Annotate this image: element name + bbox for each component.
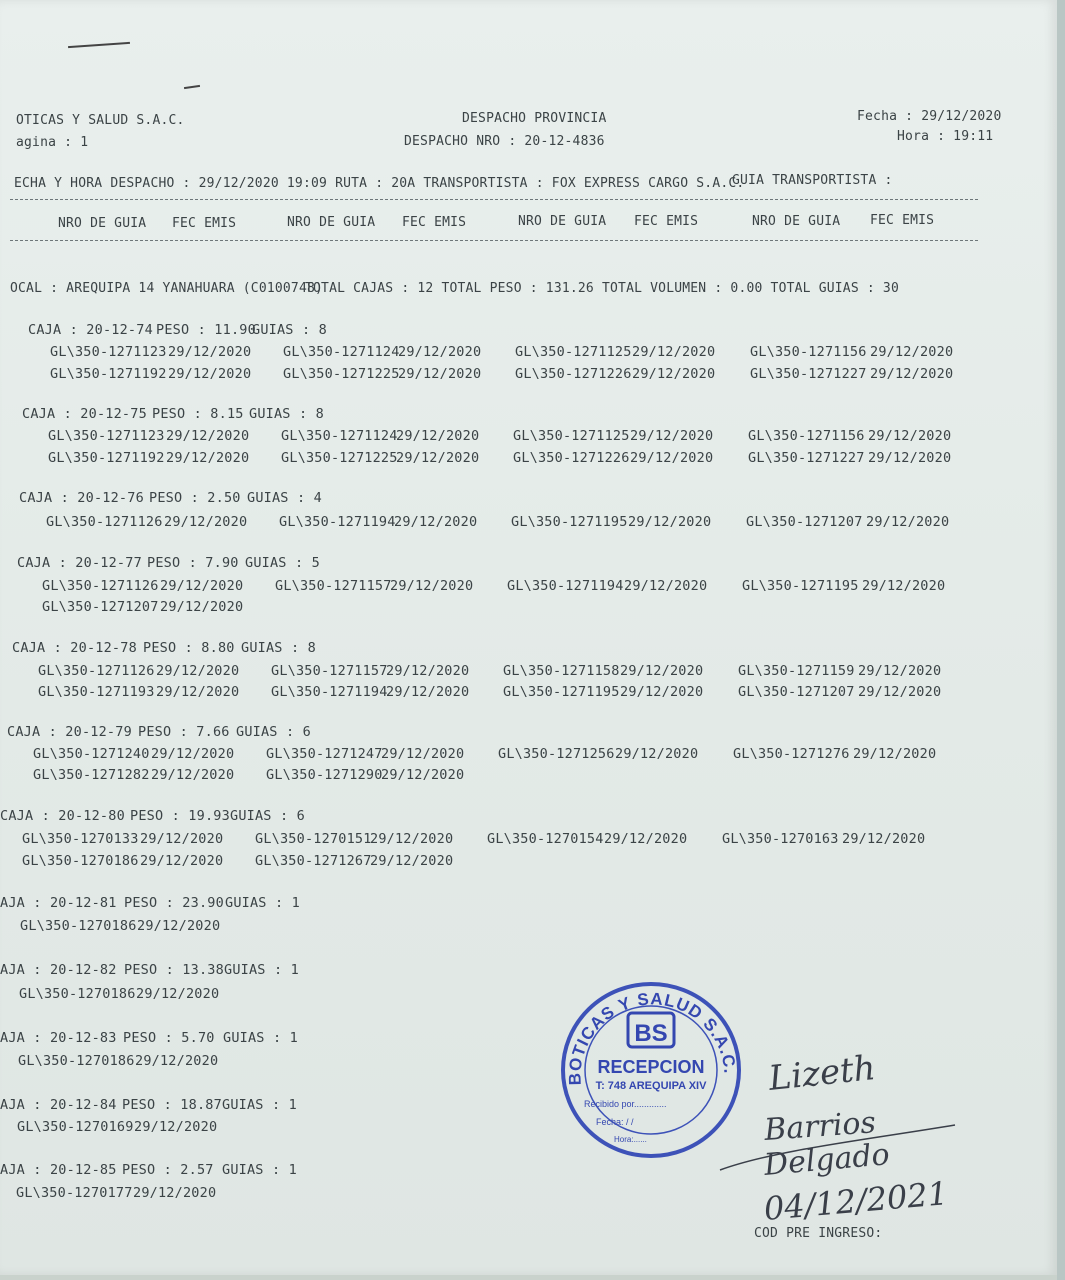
stamp-ring-text: BOTICAS Y SALUD S.A.C.	[565, 989, 740, 1086]
box-guide-count: GUIAS : 6	[230, 808, 305, 824]
box-guide-count: GUIAS : 1	[223, 1030, 298, 1046]
issue-date: 29/12/2020	[133, 1185, 217, 1201]
guide-number: GL\350-1271267	[255, 853, 372, 869]
guide-number: GL\350-1271227	[750, 366, 867, 382]
guide-number: GL\350-1271226	[513, 450, 630, 466]
company-name: OTICAS Y SALUD S.A.C.	[16, 113, 185, 128]
box-id: CAJA : 20-12-80	[0, 808, 125, 824]
issue-date: 29/12/2020	[168, 344, 252, 360]
issue-date: 29/12/2020	[615, 746, 699, 762]
guide-number: GL\350-1271126	[46, 514, 163, 530]
guide-number: GL\350-1271194	[279, 514, 396, 530]
guide-number: GL\350-1271126	[38, 663, 155, 679]
guide-number: GL\350-1270186	[18, 1053, 135, 1069]
divider	[10, 240, 978, 241]
box-id: AJA : 20-12-85	[0, 1162, 117, 1178]
column-header: NRO DE GUIA	[518, 214, 607, 229]
issue-date: 29/12/2020	[386, 663, 470, 679]
stamp-logo: BS	[634, 1020, 668, 1047]
issue-date: 29/12/2020	[858, 684, 942, 700]
guide-number: GL\350-1271126	[42, 578, 159, 594]
guide-number: GL\350-1271157	[271, 663, 388, 679]
box-weight: PESO : 2.50	[149, 490, 241, 506]
guide-number: GL\350-1270186	[20, 918, 137, 934]
guide-number: GL\350-1271247	[266, 746, 383, 762]
guide-number: GL\350-1271282	[33, 767, 150, 783]
issue-date: 29/12/2020	[604, 831, 688, 847]
guide-number: GL\350-1271124	[283, 344, 400, 360]
issue-date: 29/12/2020	[866, 514, 950, 530]
issue-date: 29/12/2020	[136, 986, 220, 1002]
issue-date: 29/12/2020	[630, 450, 714, 466]
box-guide-count: GUIAS : 1	[222, 1162, 297, 1178]
guide-number: GL\350-1271195	[511, 514, 628, 530]
box-id: CAJA : 20-12-77	[17, 555, 142, 571]
box-guide-count: GUIAS : 1	[222, 1097, 297, 1113]
box-weight: PESO : 18.87	[122, 1097, 222, 1113]
issue-date: 29/12/2020	[396, 450, 480, 466]
guide-number: GL\350-1270133	[22, 831, 139, 847]
column-header: FEC EMIS	[172, 216, 237, 231]
guide-number: GL\350-1270169	[17, 1119, 134, 1135]
guide-number: GL\350-1271195	[742, 578, 859, 594]
guide-number: GL\350-1271158	[503, 663, 620, 679]
issue-date: 29/12/2020	[160, 599, 244, 615]
issue-date: 29/12/2020	[166, 450, 250, 466]
guide-number: GL\350-1271192	[48, 450, 165, 466]
guide-number: GL\350-1271207	[42, 599, 159, 615]
box-weight: PESO : 7.66	[138, 724, 230, 740]
guia-transportista-label: GUIA TRANSPORTISTA :	[732, 173, 893, 188]
signature-name-first: Lizeth	[766, 1047, 878, 1099]
issue-date: 29/12/2020	[137, 918, 221, 934]
box-id: AJA : 20-12-81	[0, 895, 117, 911]
issue-date: 29/12/2020	[853, 746, 937, 762]
guide-number: GL\350-1271256	[498, 746, 615, 762]
stamp-fecha: Fecha: / /	[596, 1117, 634, 1127]
divider	[10, 199, 978, 200]
stamp-hora: Hora:......	[614, 1135, 647, 1144]
guide-number: GL\350-1271193	[38, 684, 155, 700]
issue-date: 29/12/2020	[398, 366, 482, 382]
guide-number: GL\350-1271124	[281, 428, 398, 444]
document-title: DESPACHO PROVINCIA	[462, 111, 607, 126]
guide-number: GL\350-1270163	[722, 831, 839, 847]
guide-number: GL\350-1271226	[515, 366, 632, 382]
guide-number: GL\350-1271194	[507, 578, 624, 594]
issue-date: 29/12/2020	[390, 578, 474, 594]
guide-number: GL\350-1271156	[750, 344, 867, 360]
pen-mark	[68, 42, 130, 48]
issue-date: 29/12/2020	[151, 767, 235, 783]
column-header: NRO DE GUIA	[287, 215, 376, 230]
box-guide-count: GUIAS : 5	[245, 555, 320, 571]
print-time: Hora : 19:11	[897, 129, 994, 144]
issue-date: 29/12/2020	[140, 853, 224, 869]
box-guide-count: GUIAS : 8	[241, 640, 316, 656]
issue-date: 29/12/2020	[370, 831, 454, 847]
issue-date: 29/12/2020	[620, 663, 704, 679]
box-id: CAJA : 20-12-76	[19, 490, 144, 506]
guide-number: GL\350-1271225	[283, 366, 400, 382]
guide-number: GL\350-1271125	[515, 344, 632, 360]
issue-date: 29/12/2020	[394, 514, 478, 530]
issue-date: 29/12/2020	[164, 514, 248, 530]
signature-date: 04/12/2021	[762, 1174, 950, 1228]
issue-date: 29/12/2020	[168, 366, 252, 382]
box-id: AJA : 20-12-84	[0, 1097, 117, 1113]
issue-date: 29/12/2020	[870, 366, 954, 382]
issue-date: 29/12/2020	[624, 578, 708, 594]
guide-number: GL\350-1271192	[50, 366, 167, 382]
guide-number: GL\350-1271159	[738, 663, 855, 679]
guide-number: GL\350-1271207	[746, 514, 863, 530]
box-weight: PESO : 13.38	[124, 962, 224, 978]
box-weight: PESO : 23.90	[124, 895, 224, 911]
column-header: FEC EMIS	[634, 214, 699, 229]
guide-number: GL\350-1271123	[48, 428, 165, 444]
box-guide-count: GUIAS : 8	[249, 406, 324, 422]
issue-date: 29/12/2020	[398, 344, 482, 360]
issue-date: 29/12/2020	[381, 767, 465, 783]
guide-number: GL\350-1271194	[271, 684, 388, 700]
box-weight: PESO : 7.90	[147, 555, 239, 571]
box-id: AJA : 20-12-82	[0, 962, 117, 978]
guide-number: GL\350-1270186	[22, 853, 139, 869]
dispatch-info: ECHA Y HORA DESPACHO : 29/12/2020 19:09 RUTA : 20A TRANSPORTISTA : FOX EXPRESS CARGO S.A.C.	[14, 176, 745, 191]
issue-date: 29/12/2020	[870, 344, 954, 360]
issue-date: 29/12/2020	[151, 746, 235, 762]
guide-number: GL\350-1271157	[275, 578, 392, 594]
issue-date: 29/12/2020	[381, 746, 465, 762]
guide-number: GL\350-1270151	[255, 831, 372, 847]
box-id: CAJA : 20-12-78	[12, 640, 137, 656]
issue-date: 29/12/2020	[134, 1119, 218, 1135]
cod-pre-ingreso-label: COD PRE INGRESO:	[754, 1226, 883, 1241]
box-guide-count: GUIAS : 6	[236, 724, 311, 740]
issue-date: 29/12/2020	[620, 684, 704, 700]
guide-number: GL\350-1271156	[748, 428, 865, 444]
issue-date: 29/12/2020	[632, 366, 716, 382]
issue-date: 29/12/2020	[868, 450, 952, 466]
guide-number: GL\350-1271290	[266, 767, 383, 783]
box-guide-count: GUIAS : 4	[247, 490, 322, 506]
column-header: NRO DE GUIA	[752, 214, 841, 229]
issue-date: 29/12/2020	[858, 663, 942, 679]
box-guide-count: GUIAS : 8	[252, 322, 327, 338]
issue-date: 29/12/2020	[370, 853, 454, 869]
guide-number: GL\350-1271207	[738, 684, 855, 700]
issue-date: 29/12/2020	[156, 684, 240, 700]
print-date: Fecha : 29/12/2020	[857, 109, 1002, 124]
page-edge	[1057, 0, 1065, 1280]
issue-date: 29/12/2020	[868, 428, 952, 444]
issue-date: 29/12/2020	[862, 578, 946, 594]
stamp-phone: T: 748 AREQUIPA XIV	[595, 1080, 707, 1092]
page-number: agina : 1	[16, 135, 89, 150]
issue-date: 29/12/2020	[386, 684, 470, 700]
guide-number: GL\350-1270154	[487, 831, 604, 847]
box-weight: PESO : 2.57	[122, 1162, 214, 1178]
guide-number: GL\350-1271123	[50, 344, 167, 360]
issue-date: 29/12/2020	[628, 514, 712, 530]
pen-mark	[184, 85, 200, 89]
issue-date: 29/12/2020	[140, 831, 224, 847]
issue-date: 29/12/2020	[396, 428, 480, 444]
local-name: OCAL : AREQUIPA 14 YANAHUARA (C0100748)	[10, 281, 324, 296]
box-guide-count: GUIAS : 1	[224, 962, 299, 978]
box-id: CAJA : 20-12-74	[28, 322, 153, 338]
signature-name-third: Delgado	[762, 1137, 891, 1183]
issue-date: 29/12/2020	[135, 1053, 219, 1069]
issue-date: 29/12/2020	[842, 831, 926, 847]
local-totals: TOTAL CAJAS : 12 TOTAL PESO : 131.26 TOTAL VOLUMEN : 0.00 TOTAL GUIAS : 30	[305, 281, 899, 296]
guide-number: GL\350-1271227	[748, 450, 865, 466]
stamp-recibido: Recibido por.............	[584, 1099, 667, 1109]
issue-date: 29/12/2020	[160, 578, 244, 594]
box-guide-count: GUIAS : 1	[225, 895, 300, 911]
box-id: CAJA : 20-12-75	[22, 406, 147, 422]
guide-number: GL\350-1270186	[19, 986, 136, 1002]
issue-date: 29/12/2020	[156, 663, 240, 679]
stamp-label: RECEPCION	[597, 1057, 705, 1077]
box-weight: PESO : 19.93	[130, 808, 230, 824]
box-id: CAJA : 20-12-79	[7, 724, 132, 740]
dispatch-number: DESPACHO NRO : 20-12-4836	[404, 134, 605, 149]
box-weight: PESO : 11.90	[156, 322, 256, 338]
box-id: AJA : 20-12-83	[0, 1030, 117, 1046]
column-header: FEC EMIS	[402, 215, 467, 230]
column-header: NRO DE GUIA	[58, 216, 147, 231]
guide-number: GL\350-1270177	[16, 1185, 133, 1201]
guide-number: GL\350-1271240	[33, 746, 150, 762]
guide-number: GL\350-1271195	[503, 684, 620, 700]
issue-date: 29/12/2020	[630, 428, 714, 444]
guide-number: GL\350-1271276	[733, 746, 850, 762]
handwritten-signature	[715, 1040, 975, 1230]
box-weight: PESO : 8.15	[152, 406, 244, 422]
issue-date: 29/12/2020	[166, 428, 250, 444]
column-header: FEC EMIS	[870, 213, 935, 228]
signature-name-second: Barrios	[763, 1105, 877, 1148]
guide-number: GL\350-1271125	[513, 428, 630, 444]
box-weight: PESO : 8.80	[143, 640, 235, 656]
issue-date: 29/12/2020	[632, 344, 716, 360]
guide-number: GL\350-1271225	[281, 450, 398, 466]
box-weight: PESO : 5.70	[123, 1030, 215, 1046]
